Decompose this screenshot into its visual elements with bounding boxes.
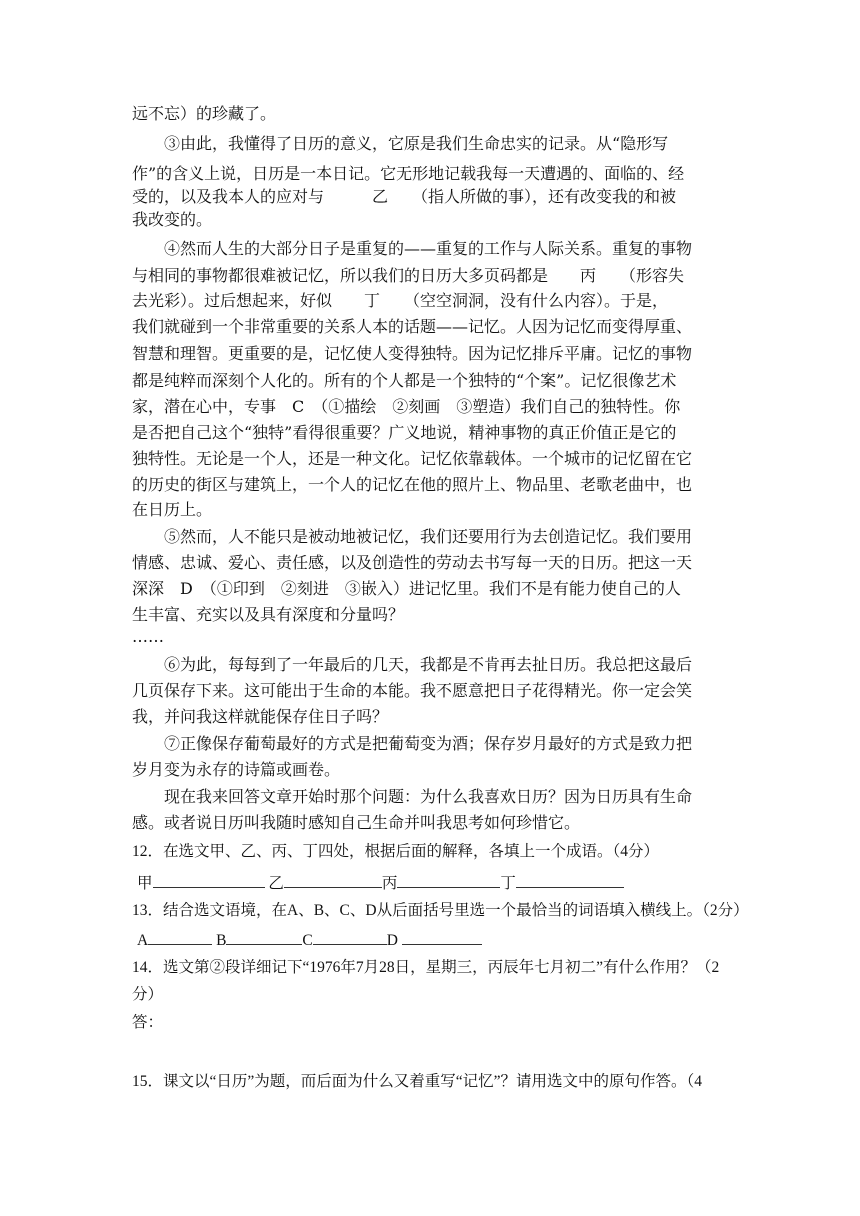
passage-line: ⑦正像保存葡萄最好的方式是把葡萄变为酒；保存岁月最好的方式是致力把 <box>164 734 693 753</box>
question-13: 13．结合选文语境，在A、B、C、D从后面括号里选一个最恰当的词语填入横线上。（2分） <box>132 902 749 919</box>
q12-answer-blanks <box>137 872 737 894</box>
q13-label-a: A <box>137 932 149 949</box>
q12-label-ding: 丁 <box>500 875 516 892</box>
passage-line: 是否把自己这个“独特”看得很重要？广义地说，精神事物的真正价值正是它的 <box>132 423 677 442</box>
question-15: 15．课文以“日历”为题，而后面为什么又着重写“记忆”？请用选文中的原句作答。（4 <box>132 1073 703 1090</box>
q12-label-bing: 丙 <box>381 875 398 892</box>
passage-line: 去光彩）。过后想起来，好似 丁 （空空洞洞，没有什么内容）。于是， <box>132 291 669 310</box>
passage-line: 家，潜在心中，专事 C （①描绘 ②刻画 ③塑造）我们自己的独特性。你 <box>132 397 681 416</box>
passage-line: ③由此，我懂得了日历的意义，它原是我们生命忠实的记录。从“隐形写 <box>164 134 669 153</box>
passage-line: 岁月变为永存的诗篇或画卷。 <box>132 760 341 779</box>
q12-blank-ding[interactable] <box>516 872 624 888</box>
q13-blank-d[interactable] <box>402 929 482 945</box>
passage-line: 几页保存下来。这可能出于生命的本能。我不愿意把日子花得精光。你一定会笑 <box>132 681 693 700</box>
passage-line: 情感、忠诚、爱心、责任感，以及创造性的劳动去书写每一天的日历。把这一天 <box>132 553 693 572</box>
passage-line: 深深 D （①印到 ②刻进 ③嵌入）进记忆里。我们不是有能力使自己的人 <box>132 579 681 598</box>
q13-label-d: D <box>386 932 398 949</box>
passage-line: 生丰富、充实以及具有深度和分量吗？ <box>132 605 405 624</box>
question-12: 12．在选文甲、乙、丙、丁四处，根据后面的解释，各填上一个成语。（4分） <box>132 843 660 860</box>
passage-line: ⑥为此，每每到了一年最后的几天，我都是不肯再去扯日历。我总把这最后 <box>164 655 693 674</box>
passage-line: ⑤然而，人不能只是被动地被记忆，我们还要用行为去创造记忆。我们要用 <box>164 527 693 546</box>
q12-blank-yi[interactable] <box>284 872 382 888</box>
q13-label-c: C <box>302 932 313 949</box>
passage-line: 独特性。无论是一个人，还是一种文化。记忆依靠载体。一个城市的记忆留在它 <box>132 449 693 468</box>
q14-answer-label: 答： <box>132 1014 164 1031</box>
passage-line: 现在我来回答文章开始时那个问题：为什么我喜欢日历？因为日历具有生命 <box>164 787 693 806</box>
passage-line: 我改变的。 <box>132 210 213 229</box>
question-14-continued: 分） <box>132 986 164 1003</box>
q12-label-jia: 甲 <box>137 875 153 892</box>
q13-label-b: B <box>216 932 227 949</box>
q12-blank-bing[interactable] <box>397 872 500 888</box>
passage-line: 的历史的街区与建筑上，一个人的记忆在他的照片上、物品里、老歌老曲中，也 <box>132 475 693 494</box>
passage-line: 都是纯粹而深刻个人化的。所有的个人都是一个独特的“个案”。记忆很像艺术 <box>132 371 677 390</box>
q12-label-yi: 乙 <box>268 875 284 892</box>
passage-line: 在日历上。 <box>132 500 213 519</box>
q13-blank-a[interactable] <box>148 929 212 945</box>
passage-ellipsis: …… <box>132 627 164 646</box>
passage-line: 我，并问我这样就能保存住日子吗？ <box>132 707 389 726</box>
passage-line: 感。或者说日历叫我随时感知自己生命并叫我思考如何珍惜它。 <box>132 813 581 832</box>
q13-blank-b[interactable] <box>226 929 302 945</box>
passage-line: 智慧和理智。更重要的是，记忆使人变得独特。因为记忆排斥平庸。记忆的事物 <box>132 344 693 363</box>
passage-line: 与相同的事物都很难被记忆，所以我们的日历大多页码都是 丙 （形容失 <box>132 266 685 285</box>
q13-blank-c[interactable] <box>313 929 387 945</box>
q12-blank-jia[interactable] <box>153 872 265 888</box>
q13-answer-blanks <box>137 929 737 951</box>
passage-line: 作”的含义上说，日历是一本日记。它无形地记载我每一天遭遇的、面临的、经 <box>132 164 685 183</box>
passage-line: 受的，以及我本人的应对与 乙 （指人所做的事），还有改变我的和被 <box>132 187 677 206</box>
passage-line: ④然而人生的大部分日子是重复的——重复的工作与人际关系。重复的事物 <box>164 239 693 258</box>
passage-line: 远不忘）的珍藏了。 <box>132 104 277 123</box>
question-14: 14．选文第②段详细记下“1976年7月28日，星期三，丙辰年七月初二”有什么作用？（2 <box>132 959 720 976</box>
passage-line: 我们就碰到一个非常重要的关系人本的话题——记忆。人因为记忆而变得厚重、 <box>132 317 693 336</box>
